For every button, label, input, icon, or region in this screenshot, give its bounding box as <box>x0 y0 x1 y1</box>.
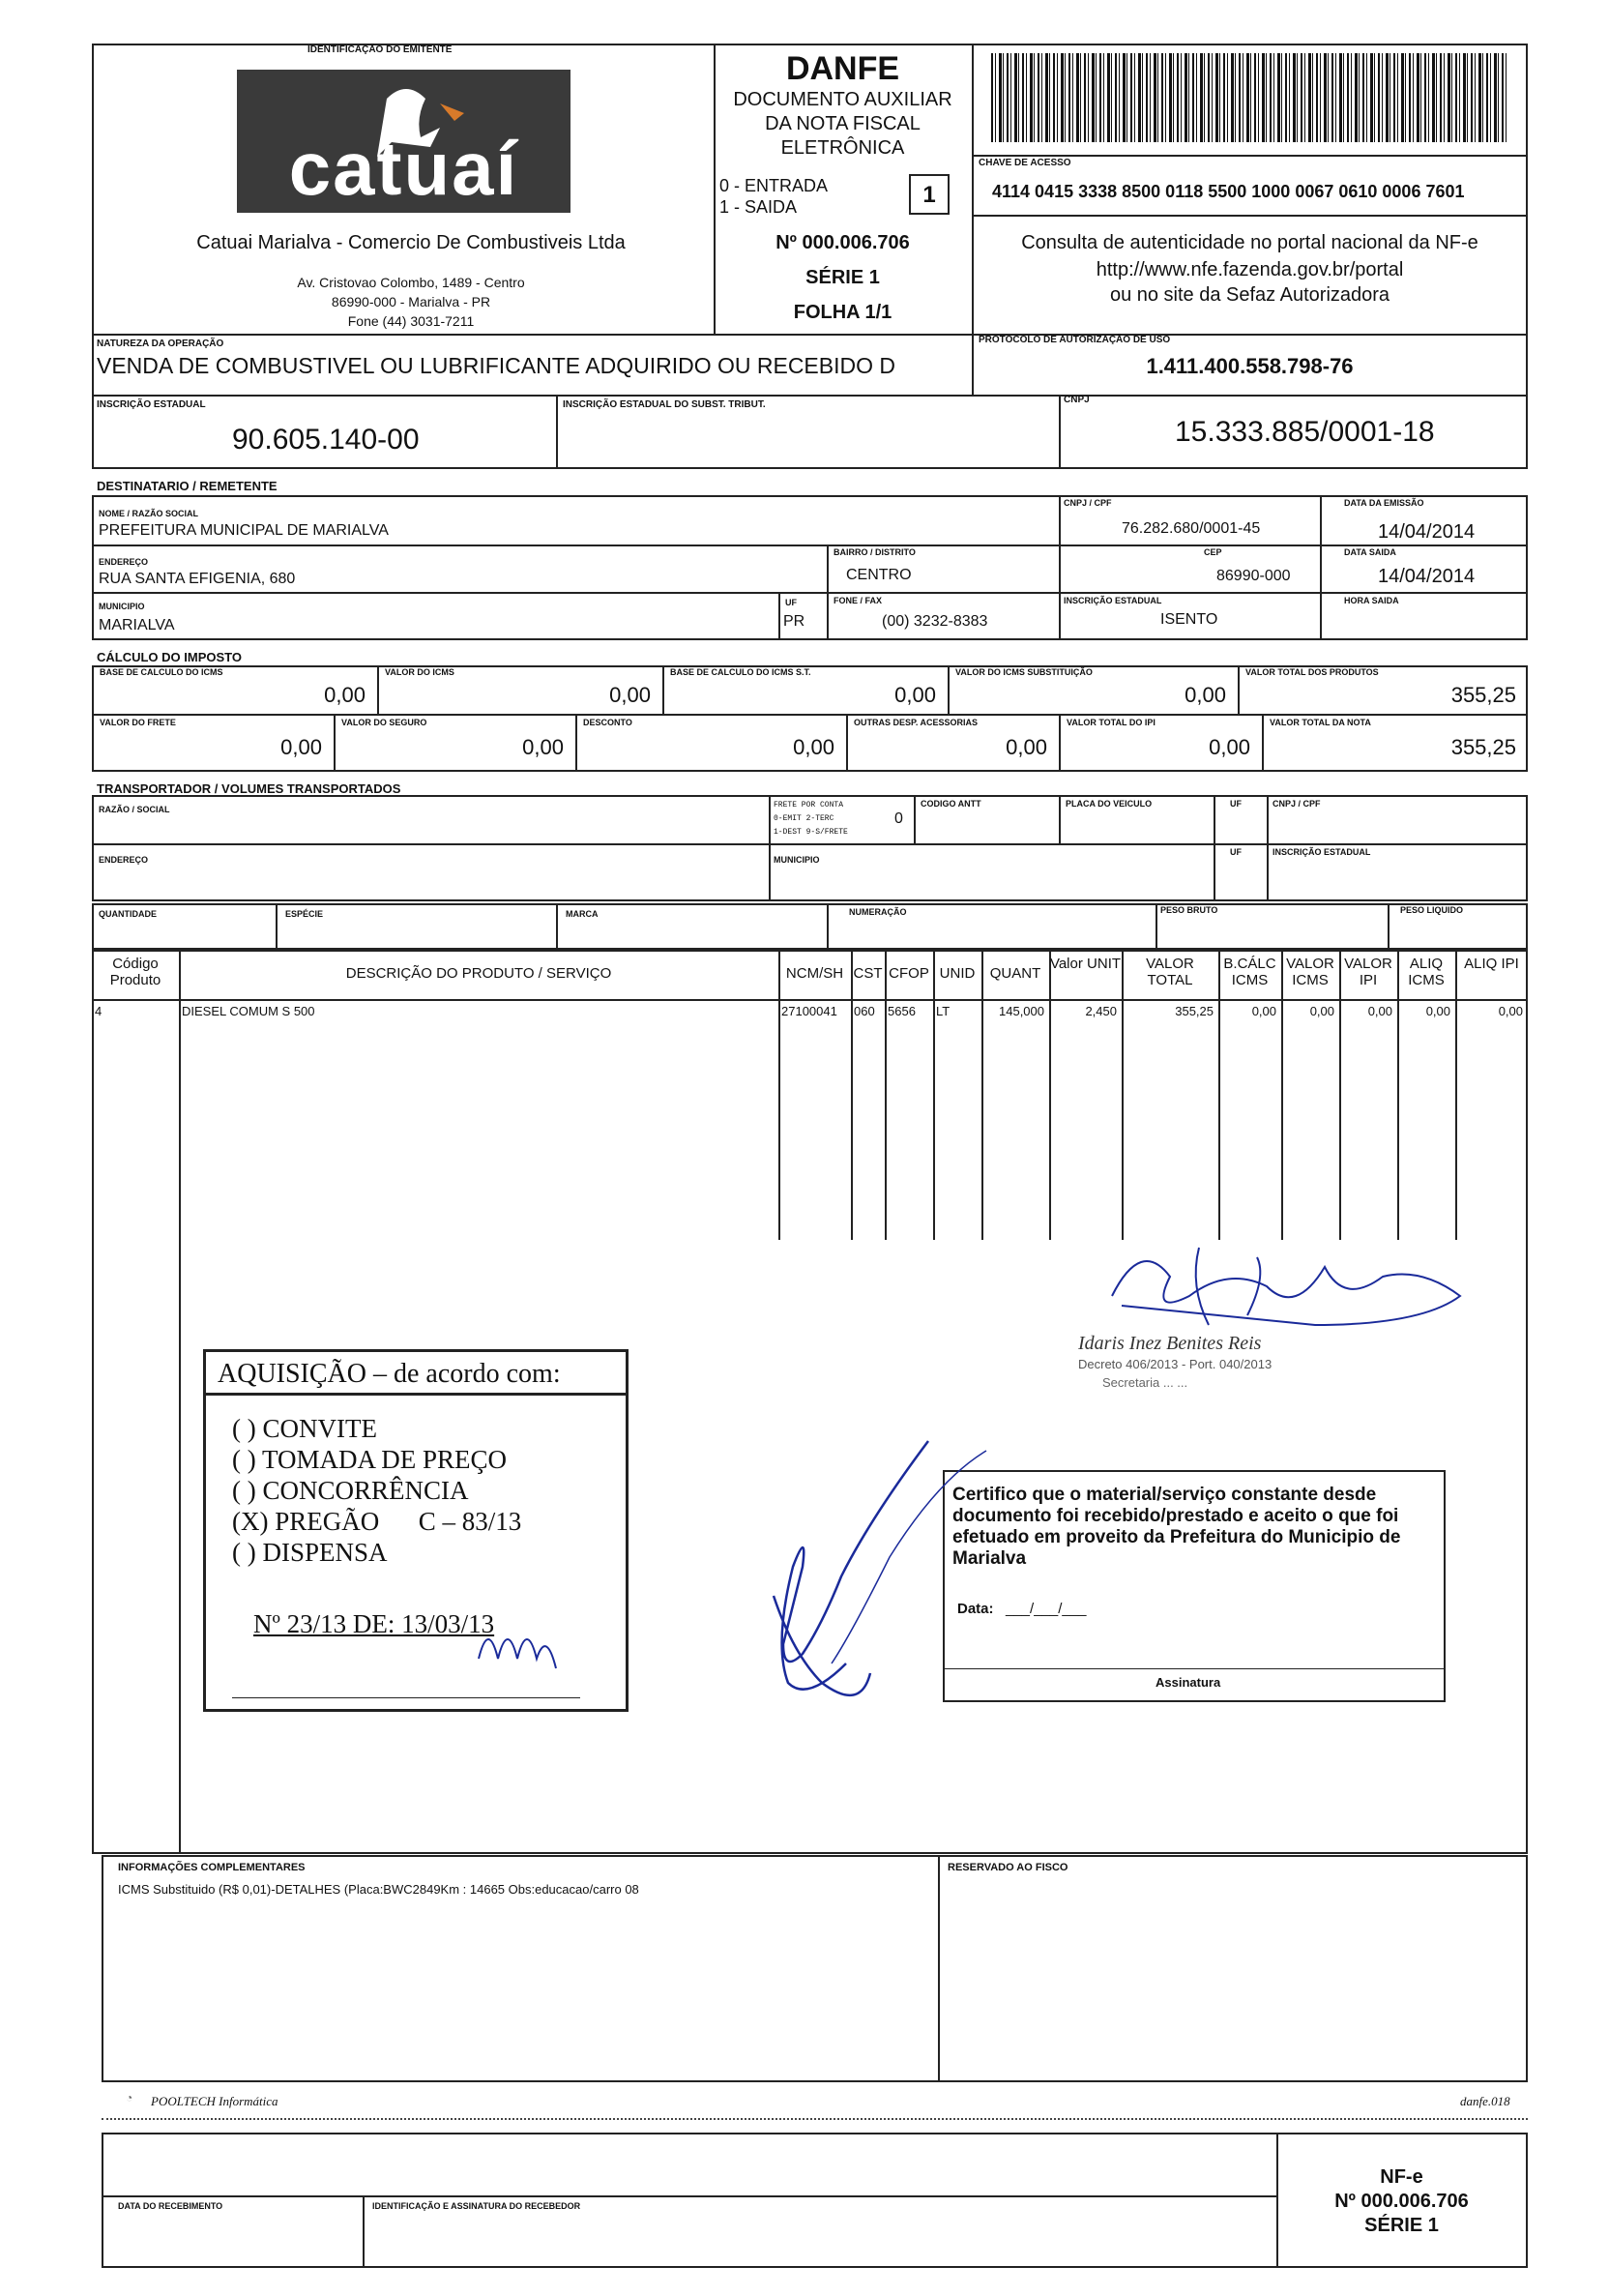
company-phone: Fone (44) 3031-7211 <box>347 313 475 329</box>
tipo-box: 1 <box>909 174 950 215</box>
software-logo-icon: ◔ <box>126 2091 133 2105</box>
transp-uf2-label: UF <box>1230 847 1242 857</box>
info-text: ICMS Substituido (R$ 0,01)-DETALHES (Placa:BWC2849Km : 14665 Obs:educacao/carro 08 <box>118 1882 639 1897</box>
danfe-subtitle-3: ELETRÔNICA <box>780 137 905 159</box>
table-cell: 0,00 <box>1309 1004 1334 1018</box>
imposto-value: 0,00 <box>1185 683 1226 707</box>
transp-municipio-label: MUNICIPIO <box>774 855 820 865</box>
column-header: CFOP <box>889 965 929 982</box>
cnpj-label: CNPJ <box>1064 395 1090 405</box>
cep-value: 86990-000 <box>1216 568 1291 584</box>
column-header: NCM/SH <box>785 965 844 982</box>
natureza-value: VENDA DE COMBUSTIVEL OU LUBRIFICANTE ADQUIRIDO OU RECEBIDO D <box>97 353 896 378</box>
signature-stamp-line-3: Secretaria ... ... <box>1102 1375 1188 1390</box>
column-header: VALOR ICMS <box>1286 956 1334 988</box>
bairro-label: BAIRRO / DISTRITO <box>834 547 916 557</box>
cnpj-value: 15.333.885/0001-18 <box>1175 416 1435 448</box>
table-cell: 0,00 <box>1251 1004 1276 1018</box>
table-cell: DIESEL COMUM S 500 <box>182 1004 315 1018</box>
ie-st-label: INSCRIÇÃO ESTADUAL DO SUBST. TRIBUT. <box>563 399 766 410</box>
imposto-label: BASE DE CALCULO DO ICMS <box>100 667 223 677</box>
table-cell: 4 <box>95 1004 102 1018</box>
imposto-label: BASE DE CALCULO DO ICMS S.T. <box>670 667 811 677</box>
signature-stamp-name: Idaris Inez Benites Reis <box>1078 1333 1262 1354</box>
municipio-label: MUNICIPIO <box>99 602 145 611</box>
column-header: B.CÁLC ICMS <box>1223 956 1276 988</box>
imposto-value: 0,00 <box>609 683 651 707</box>
endereco-label: ENDEREÇO <box>99 557 149 567</box>
column-header: Valor UNIT <box>1049 956 1122 972</box>
protocolo-label: PROTOCOLO DE AUTORIZAÇÃO DE USO <box>979 335 1171 345</box>
company-name: Catuai Marialva - Comercio De Combustiveis Ltda <box>196 232 626 253</box>
danfe-version: danfe.018 <box>1460 2094 1510 2108</box>
imposto-label: VALOR TOTAL DO IPI <box>1067 718 1156 727</box>
imposto-label: DESCONTO <box>583 718 632 727</box>
transp-endereco-label: ENDEREÇO <box>99 855 149 865</box>
table-cell: 060 <box>854 1004 875 1018</box>
imposto-value: 0,00 <box>280 735 322 759</box>
company-address: Av. Cristovao Colombo, 1489 - Centro <box>297 275 525 290</box>
transp-uf-label: UF <box>1230 799 1242 809</box>
column-header: VALOR TOTAL <box>1146 956 1194 988</box>
dest-cnpj-label: CNPJ / CPF <box>1064 498 1112 508</box>
column-header: ALIQ ICMS <box>1408 956 1445 988</box>
imposto-value: 0,00 <box>793 735 834 759</box>
antt-label: CODIGO ANTT <box>921 799 981 809</box>
fone-label: FONE / FAX <box>834 596 883 605</box>
danfe-serie: SÉRIE 1 <box>805 267 880 288</box>
cert-assinatura-label: Assinatura <box>1156 1675 1221 1690</box>
marca-label: MARCA <box>566 909 599 919</box>
nome-label: NOME / RAZÃO SOCIAL <box>99 509 198 518</box>
danfe-folha: FOLHA 1/1 <box>793 302 892 323</box>
imposto-label: OUTRAS DESP. ACESSORIAS <box>854 718 979 727</box>
cert-date-label: Data: <box>957 1601 994 1617</box>
quantidade-label: QUANTIDADE <box>99 909 157 919</box>
dest-ie-value: ISENTO <box>1160 611 1218 628</box>
emissao-label: DATA DA EMISSÃO <box>1344 498 1424 508</box>
razao-label: RAZÃO / SOCIAL <box>99 805 170 814</box>
danfe-subtitle-1: DOCUMENTO AUXILIAR <box>733 89 952 110</box>
dest-ie-label: INSCRIÇÃO ESTADUAL <box>1064 596 1162 605</box>
uf-label: UF <box>785 598 797 607</box>
table-cell: 0,00 <box>1498 1004 1523 1018</box>
natureza-label: NATUREZA DA OPERAÇÃO <box>97 339 224 349</box>
imposto-value: 0,00 <box>894 683 936 707</box>
consulta-line-1: Consulta de autenticidade no portal nacional da NF-e <box>1021 232 1478 253</box>
stamp-option: ( ) DISPENSA <box>232 1538 388 1567</box>
table-cell: LT <box>936 1004 951 1018</box>
column-header: VALOR IPI <box>1344 956 1392 988</box>
stamp-option: (X) PREGÃO C – 83/13 <box>232 1507 522 1536</box>
imposto-section: CÁLCULO DO IMPOSTO <box>97 650 242 664</box>
software-name: POOLTECH Informática <box>151 2094 278 2108</box>
column-header: DESCRIÇÃO DO PRODUTO / SERVIÇO <box>345 965 612 982</box>
transp-ie-label: INSCRIÇÃO ESTADUAL <box>1273 847 1371 857</box>
chave-label: CHAVE DE ACESSO <box>979 158 1071 168</box>
stamp-option: ( ) TOMADA DE PREÇO <box>232 1445 508 1474</box>
transportador-section: TRANSPORTADOR / VOLUMES TRANSPORTADOS <box>97 781 401 796</box>
logo-text: catuaí <box>288 126 519 211</box>
certificate-text: Certifico que o material/serviço constante desde documento foi recebido/prestado e aceito o que foi efetuado em proveito da Prefeitura do Municipio de Marialva <box>952 1485 1401 1569</box>
danfe-numero: Nº 000.006.706 <box>775 232 910 253</box>
divider <box>102 2195 1276 2197</box>
imposto-value: 0,00 <box>1006 735 1047 759</box>
signature-stamp-line-2: Decreto 406/2013 - Port. 040/2013 <box>1078 1357 1273 1371</box>
protocolo-value: 1.411.400.558.798-76 <box>1146 354 1354 378</box>
column-header: UNID <box>939 965 976 982</box>
stamp-option: ( ) CONCORRÊNCIA <box>232 1476 469 1505</box>
frete-value: 0 <box>894 810 903 827</box>
peso-bruto-label: PESO BRUTO <box>1160 905 1218 915</box>
column-header: ALIQ IPI <box>1464 956 1519 972</box>
divider <box>938 1855 940 2082</box>
table-cell: 355,25 <box>1175 1004 1214 1018</box>
table-cell: 5656 <box>888 1004 916 1018</box>
column-header: CST <box>853 965 883 982</box>
numeracao-label: NUMERAÇÃO <box>849 907 907 917</box>
entrada-label: 0 - ENTRADA <box>719 176 829 195</box>
danfe-subtitle-2: DA NOTA FISCAL <box>765 113 921 134</box>
imposto-label: VALOR TOTAL DOS PRODUTOS <box>1245 667 1379 677</box>
cert-date-value: ___/___/___ <box>1006 1601 1087 1617</box>
peso-liquido-label: PESO LIQUIDO <box>1400 905 1464 915</box>
table-cell: 27100041 <box>781 1004 837 1018</box>
ie-label: INSCRIÇÃO ESTADUAL <box>97 399 206 410</box>
frete-label: FRETE POR CONTA <box>774 801 844 809</box>
especie-label: ESPÉCIE <box>285 909 324 919</box>
nome-value: PREFEITURA MUNICIPAL DE MARIALVA <box>99 522 389 539</box>
dotted-cut-line <box>102 2118 1528 2120</box>
column-header: QUANT <box>989 965 1041 982</box>
emissao-value: 14/04/2014 <box>1378 521 1476 543</box>
municipio-value: MARIALVA <box>99 617 175 633</box>
table-cell: 145,000 <box>999 1004 1044 1018</box>
table-cell: 0,00 <box>1425 1004 1450 1018</box>
consulta-line-3: ou no site da Sefaz Autorizadora <box>1109 284 1390 306</box>
consulta-line-2: http://www.nfe.fazenda.gov.br/portal <box>1096 259 1404 280</box>
recebimento-label: DATA DO RECEBIMENTO <box>118 2201 223 2211</box>
imposto-label: VALOR TOTAL DA NOTA <box>1270 718 1371 727</box>
imposto-label: VALOR DO SEGURO <box>341 718 427 727</box>
placa-label: PLACA DO VEICULO <box>1066 799 1153 809</box>
footer-serie: SÉRIE 1 <box>1364 2215 1439 2236</box>
footer-nfe: NF-e <box>1380 2166 1423 2188</box>
footer-numero: Nº 000.006.706 <box>1334 2191 1469 2212</box>
imposto-value: 0,00 <box>324 683 366 707</box>
data-saida-label: DATA SAIDA <box>1344 547 1396 557</box>
info-label: INFORMAÇÕES COMPLEMENTARES <box>118 1862 306 1873</box>
imposto-value: 0,00 <box>1209 735 1250 759</box>
imposto-value: 355,25 <box>1450 683 1516 707</box>
danfe-title: DANFE <box>785 50 900 87</box>
imposto-label: VALOR DO ICMS <box>385 667 454 677</box>
stamp-option: ( ) CONVITE <box>232 1414 377 1443</box>
divider <box>363 2195 365 2268</box>
hora-saida-label: HORA SAIDA <box>1344 596 1399 605</box>
dest-cnpj-value: 76.282.680/0001-45 <box>1122 520 1261 537</box>
imposto-label: VALOR DO FRETE <box>100 718 176 727</box>
frete-option-2: 1-DEST 9-S/FRETE <box>774 828 848 837</box>
imposto-value: 355,25 <box>1450 735 1516 759</box>
data-saida-value: 14/04/2014 <box>1378 566 1476 587</box>
chave-value: 4114 0415 3338 8500 0118 5500 1000 0067 0610 0006 7601 <box>992 182 1465 201</box>
stamp-footer: Nº 23/13 DE: 13/03/13 <box>253 1609 495 1638</box>
company-cep: 86990-000 - Marialva - PR <box>331 294 491 309</box>
ie-value: 90.605.140-00 <box>232 424 420 456</box>
saida-label: 1 - SAIDA <box>719 197 798 217</box>
endereco-value: RUA SANTA EFIGENIA, 680 <box>99 571 296 587</box>
column-header: Código Produto <box>109 956 161 988</box>
transp-cnpj-label: CNPJ / CPF <box>1273 799 1321 809</box>
fone-value: (00) 3232-8383 <box>882 613 988 630</box>
fisco-label: RESERVADO AO FISCO <box>948 1862 1068 1873</box>
frete-option-1: 0-EMIT 2-TERC <box>774 814 834 823</box>
emitente-label: IDENTIFICAÇÃO DO EMITENTE <box>307 44 453 55</box>
identificacao-label: IDENTIFICAÇÃO E ASSINATURA DO RECEBEDOR <box>372 2201 581 2211</box>
cep-label: CEP <box>1204 547 1222 557</box>
destinatario-section: DESTINATARIO / REMETENTE <box>97 479 278 493</box>
imposto-label: VALOR DO ICMS SUBSTITUIÇÃO <box>955 667 1093 677</box>
table-cell: 0,00 <box>1367 1004 1392 1018</box>
stamp-title: AQUISIÇÃO – de acordo com: <box>218 1359 561 1389</box>
imposto-value: 0,00 <box>522 735 564 759</box>
bairro-value: CENTRO <box>846 567 912 583</box>
uf-value: PR <box>783 613 805 630</box>
table-cell: 2,450 <box>1085 1004 1117 1018</box>
